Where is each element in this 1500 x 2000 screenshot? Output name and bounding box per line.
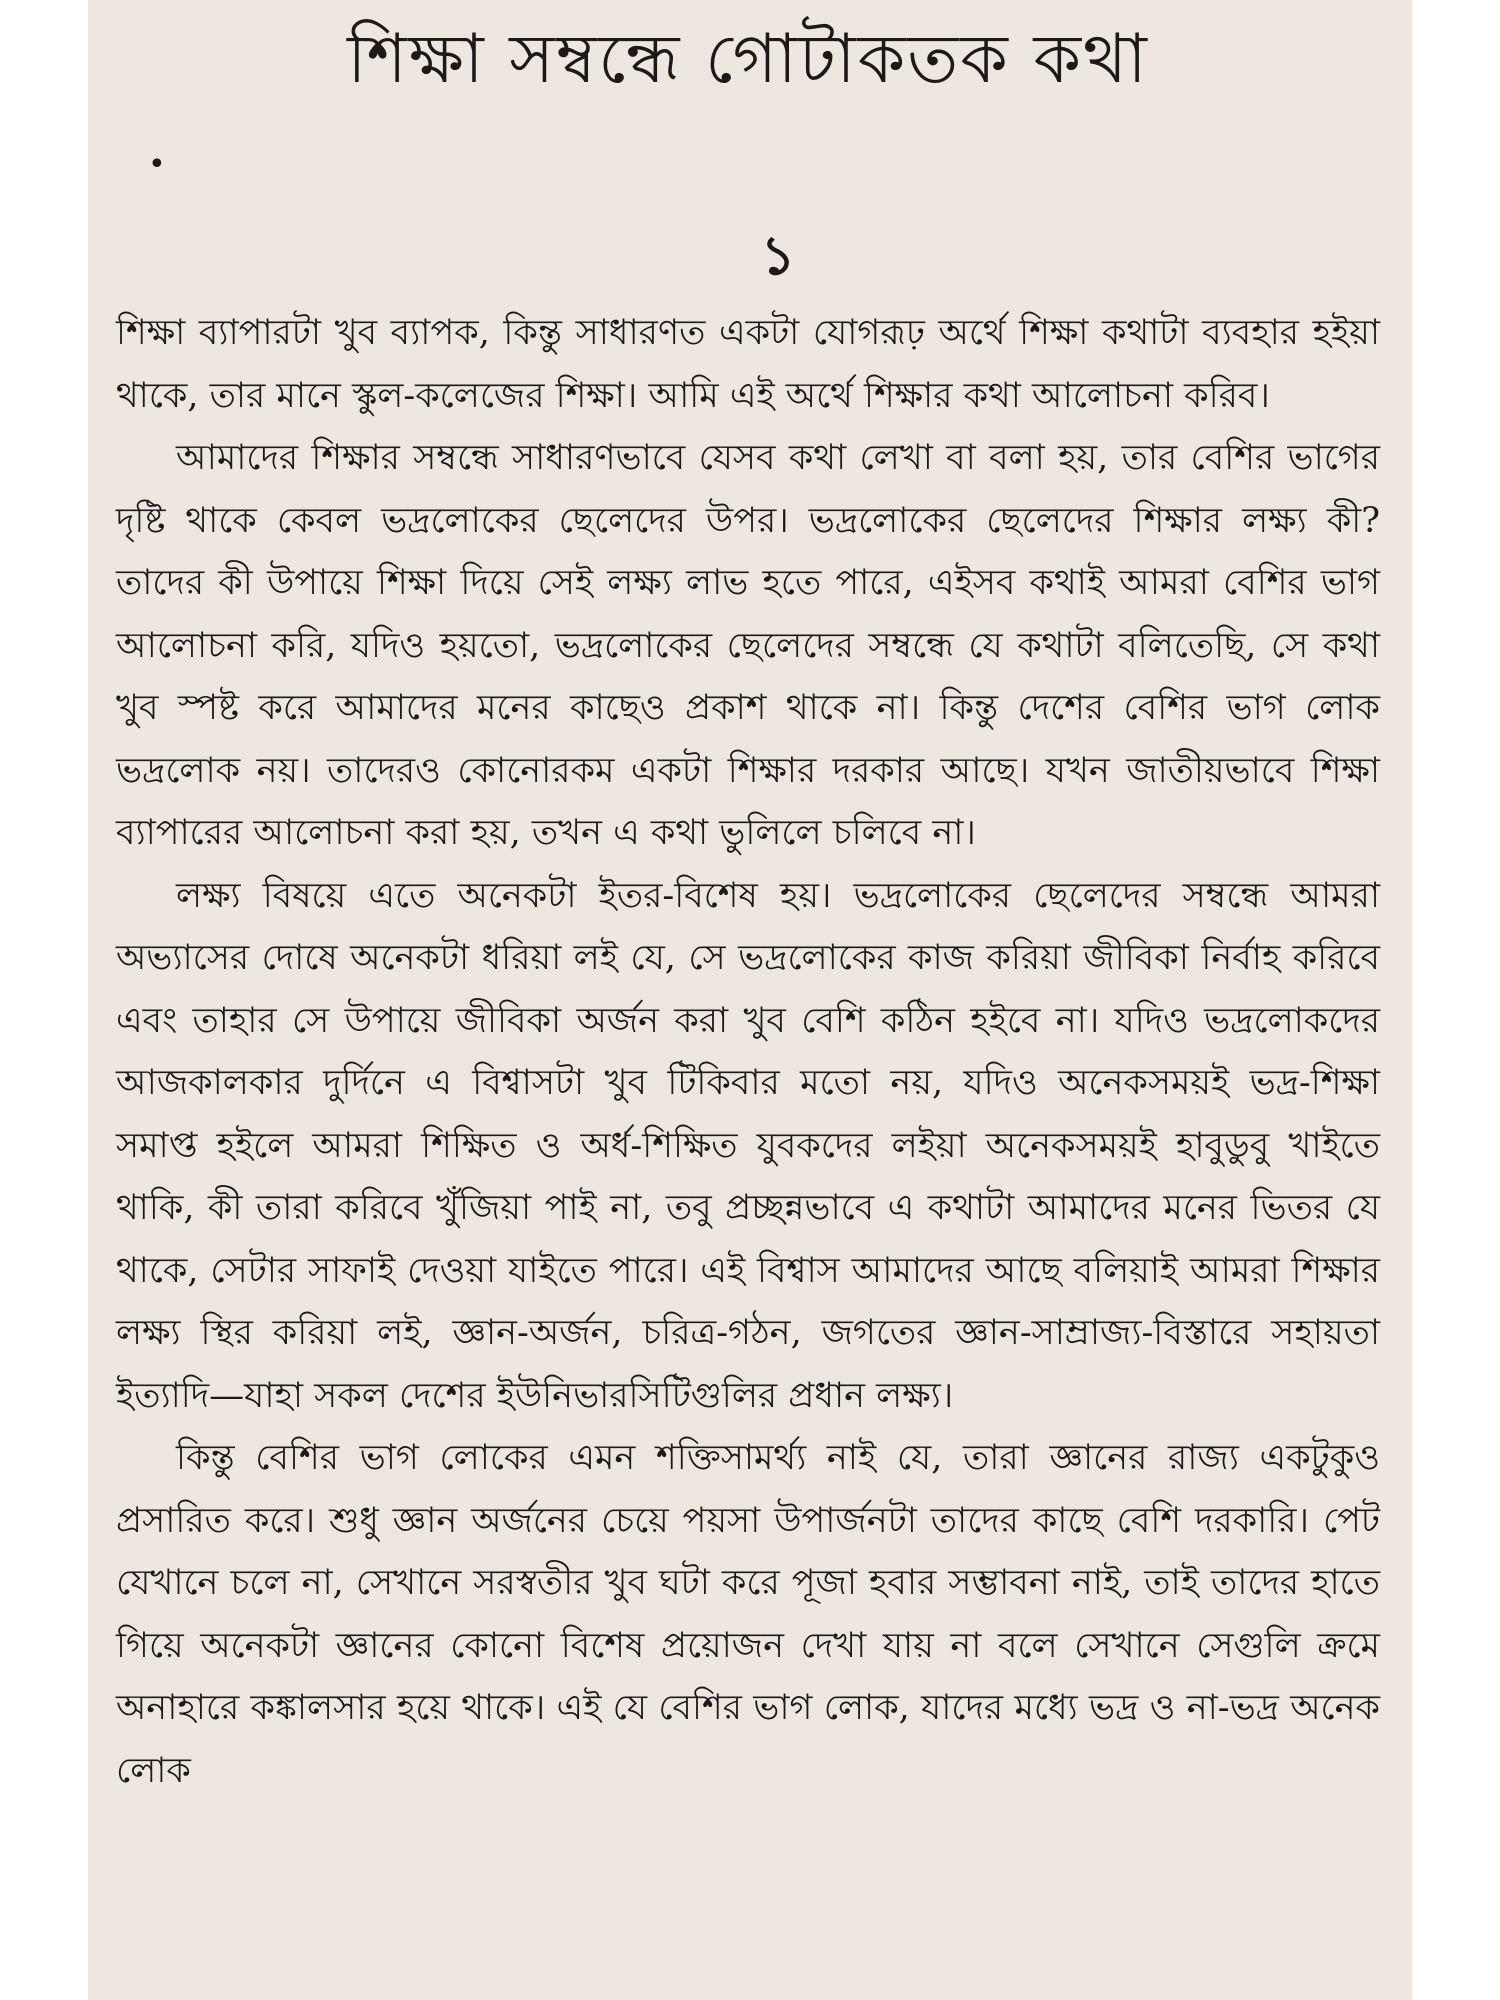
book-page	[88, 0, 1412, 2000]
paragraph-2: আমাদের শিক্ষার সম্বন্ধে সাধারণভাবে যেসব কথা লেখা বা বলা হয়, তার বেশির ভাগের দৃষ্টি থাকে কেবল ভদ্রলোকের ছেলেদের উপর। ভদ্রলোকের ছেলেদের শিক্ষার লক্ষ্য কী? তাদের কী উপায়ে শিক্ষা দিয়ে সেই লক্ষ্য লাভ হতে পারে, এইসব কথাই আমরা বেশির ভাগ আলোচনা করি, যদিও হয়তো, ভদ্রলোকের ছেলেদের সম্বন্ধে যে কথাটা বলিতেছি, সে কথা খুব স্পষ্ট করে আমাদের মনের কাছেও প্রকাশ থাকে না। কিন্তু দেশের বেশির ভাগ লোক ভদ্রলোক নয়। তাদেরও কোনোরকম একটা শিক্ষার দরকার আছে। যখন জাতীয়ভাবে শিক্ষা ব্যাপারের আলোচনা করা হয়, তখন এ কথা ভুলিলে চলিবে না।	[116, 438, 1380, 853]
page-margin	[0, 0, 88, 2000]
section-number: ১	[760, 223, 796, 287]
page-title: শিক্ষা সম্বন্ধে গোটাকতক কথা	[347, 20, 1149, 99]
paragraph-3: লক্ষ্য বিষয়ে এতে অনেকটা ইতর-বিশেষ হয়। ভদ্রলোকের ছেলেদের সম্বন্ধে আমরা অভ্যাসের দোষে অনেকটা ধরিয়া লই যে, সে ভদ্রলোকের কাজ করিয়া জীবিকা নির্বাহ করিবে এবং তাহার সে উপায়ে জীবিকা অর্জন করা খুব বেশি কঠিন হইবে না। যদিও ভদ্রলোকদের আজকালকার দুর্দিনে এ বিশ্বাসটা খুব টিকিবার মতো নয়, যদিও অনেকসময়ই ভদ্র-শিক্ষা সমাপ্ত হইলে আমরা শিক্ষিত ও অর্ধ-শিক্ষিত যুবকদের লইয়া অনেকসময়ই হাবুডুবু খাইতে থাকি, কী তারা করিবে খুঁজিয়া পাই না, তবু প্রচ্ছন্নভাবে এ কথাটা আমাদের মনের ভিতর যে থাকে, সেটার সাফাই দেওয়া যাইতে পারে। এই বিশ্বাস আমাদের আছে বলিয়াই আমরা শিক্ষার লক্ষ্য স্থির করিয়া লই, জ্ঞান-অর্জন, চরিত্র-গঠন, জগতের জ্ঞান-সাম্রাজ্য-বিস্তারে সহায়তা ইত্যাদি—যাহা সকল দেশের ইউনিভারসিটিগুলির প্রধান লক্ষ্য।	[116, 875, 1380, 1416]
paragraph-4: কিন্তু বেশির ভাগ লোকের এমন শক্তিসামর্থ্য নাই যে, তারা জ্ঞানের রাজ্য একটুকুও প্রসারিত করে। শুধু জ্ঞান অর্জনের চেয়ে পয়সা উপার্জনটা তাদের কাছে বেশি দরকারি। পেট যেখানে চলে না, সেখানে সরস্বতীর খুব ঘটা করে পূজা হবার সম্ভাবনা নাই, তাই তাদের হাতে গিয়ে অনেকটা জ্ঞানের কোনো বিশেষ প্রয়োজন দেখা যায় না বলে সেখানে সেগুলি ক্রমে অনাহারে কঙ্কালসার হয়ে থাকে। এই যে বেশির ভাগ লোক, যাদের মধ্যে ভদ্র ও না-ভদ্র অনেক লোক	[116, 1438, 1380, 1791]
decorative-dot: •	[148, 147, 166, 182]
paragraph-1: শিক্ষা ব্যাপারটা খুব ব্যাপক, কিন্তু সাধারণত একটা যোগরূঢ় অর্থে শিক্ষা কথাটা ব্যবহার হইয়া থাকে, তার মানে স্কুল-কলেজের শিক্ষা। আমি এই অর্থে শিক্ষার কথা আলোচনা করিব।	[116, 313, 1380, 416]
